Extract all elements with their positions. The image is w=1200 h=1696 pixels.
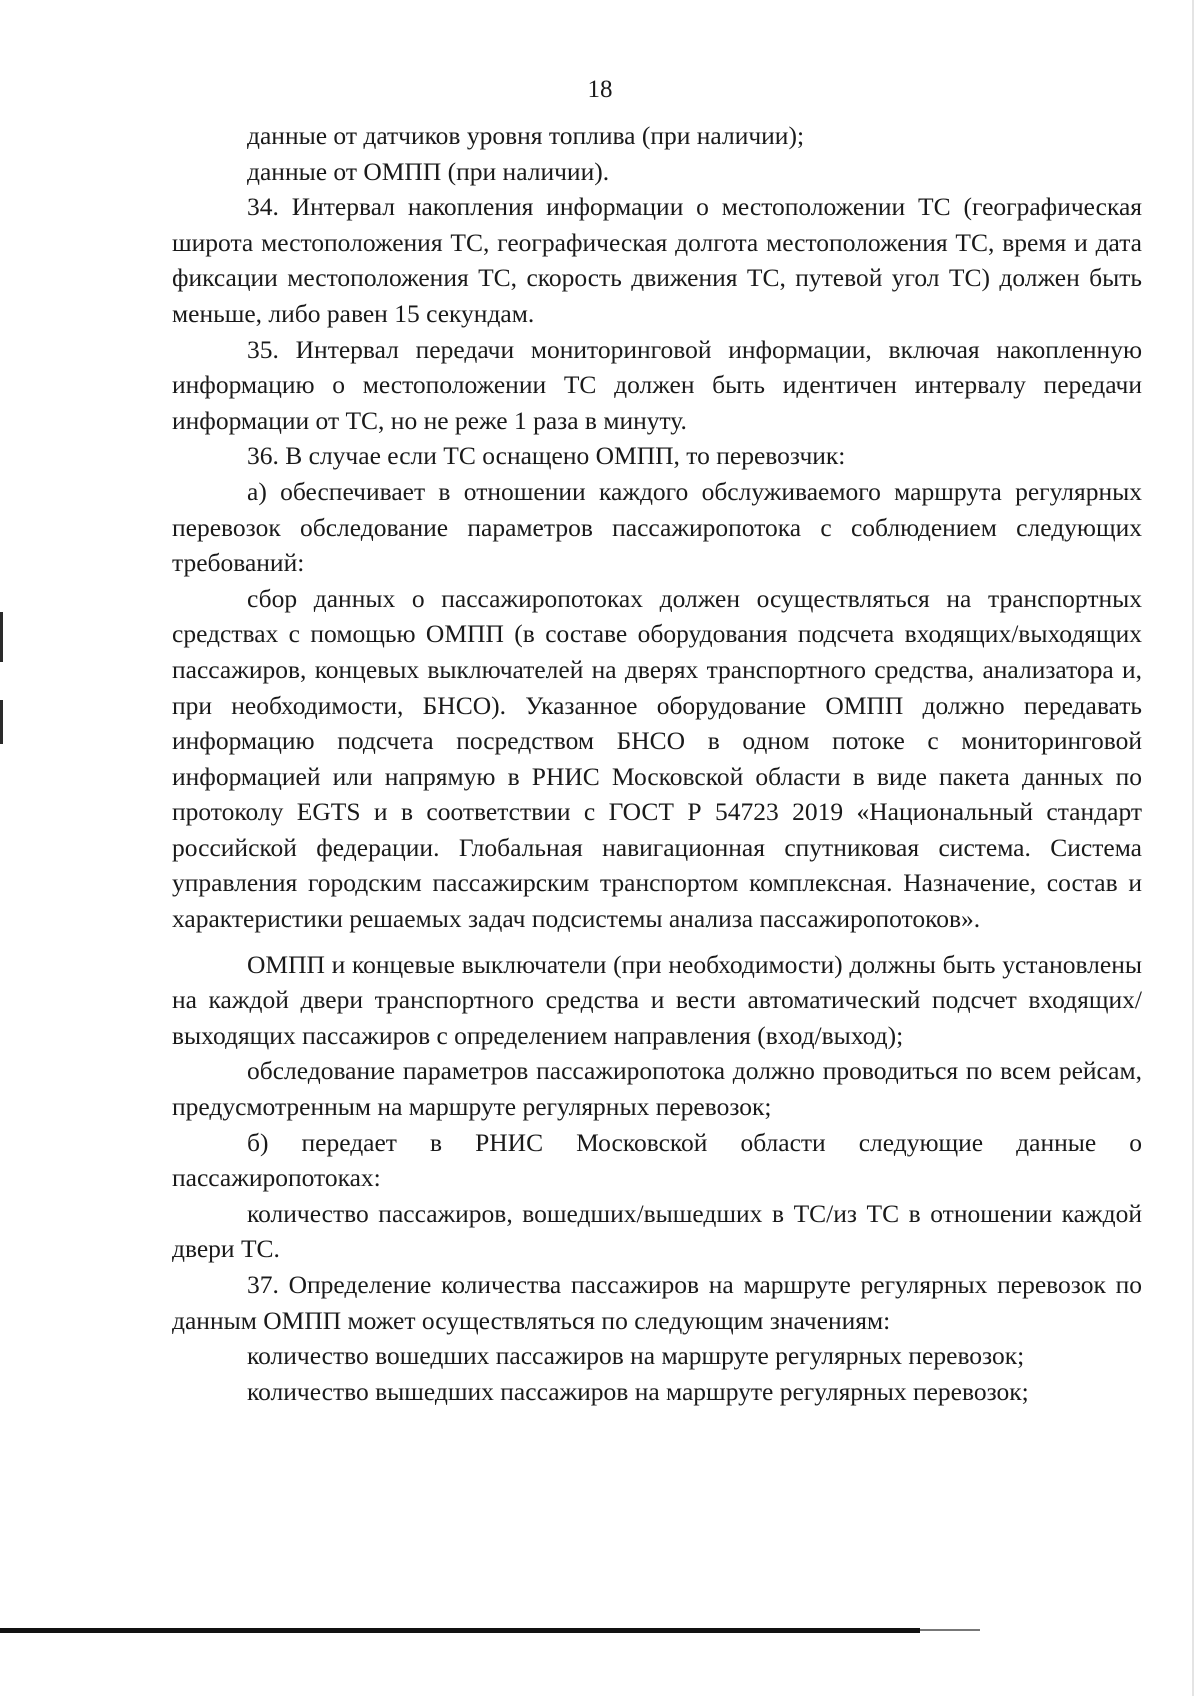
paragraph-alighted-count: количество вышедших пассажиров на маршруте регулярных перевозок; <box>247 1376 1029 1406</box>
scan-edge-mark <box>0 700 3 744</box>
paragraph-item-35: 35. Интервал передачи мониторинговой информации, включая накопленную информацию о местоположении ТС должен быть идентичен интервалу передачи информации от ТС, но не реже 1 раза в минуту. <box>172 334 1142 435</box>
paragraph-item-36-a: а) обеспечивает в отношении каждого обслуживаемого маршрута регулярных перевозок обследование параметров пассажиропотока с соблюдением следующих требований: <box>172 476 1142 578</box>
scan-edge-mark <box>0 612 3 662</box>
scan-bottom-rule <box>0 1628 920 1633</box>
paragraph-door-switches: ОМПП и концевые выключатели (при необходимости) должны быть установлены на каждой двери транспортного средства и вести автоматический подсчет входящих/выходящих пассажиров с определением направления (вход/выход); <box>172 949 1142 1050</box>
paragraph-item-37: 37. Определение количества пассажиров на маршруте регулярных перевозок по данным ОМПП может осуществляться по следующим значениям: <box>172 1270 1142 1335</box>
paragraph-item-36: 36. В случае если ТС оснащено ОМПП, то перевозчик: <box>247 441 846 471</box>
scan-bottom-rule-tail <box>920 1629 980 1631</box>
paragraph-fuel-sensors: данные от датчиков уровня топлива (при наличии); <box>247 121 805 150</box>
paragraph-passenger-count-per-door: количество пассажиров, вошедших/вышедших в ТС/из ТС в отношении каждой двери ТС. <box>172 1198 1142 1264</box>
paragraph-data-collection: сбор данных о пассажиропотоках должен осуществляться на транспортных средствах с помощью ОМПП (в составе оборудования подсчета входящих/выходящих пассажиров, концевых выключателей на дверях транспортного средства, анализатора и, при необходимости, БНСО). Указанное оборудование ОМПП должно передавать информацию подсчета посредством БНСО в одном потоке с мониторинговой информацией или напрямую в РНИС Московской области в виде пакета данных по протоколу EGTS и в соответствии с ГОСТ Р 54723 2019 «Национальный стандарт российской федерации. Глобальная навигационная спутниковая система. Система управления городским пассажирским транспортом комплексная. Назначение, состав и характеристики решаемых задач подсистемы анализа пассажиропотоков». <box>172 583 1142 934</box>
paragraph-item-34: 34. Интервал накопления информации о местоположении ТС (географическая широта местоположения ТС, географическая долгота местоположения ТС, время и дата фиксации местоположения ТС, скорость движения ТС, путевой угол ТС) должен быть меньше, либо равен 15 секундам. <box>172 192 1142 328</box>
paragraph-item-36-b: б) передает в РНИС Московской области следующие данные о пассажиропотоках: <box>172 1127 1142 1193</box>
page-number: 18 <box>587 76 613 103</box>
scan-right-edge <box>1192 0 1194 1696</box>
paragraph-survey-all-trips: обследование параметров пассажиропотока должно проводиться по всем рейсам, предусмотренным на маршруте регулярных перевозок; <box>172 1056 1142 1122</box>
paragraph-boarded-count: количество вошедших пассажиров на маршруте регулярных перевозок; <box>247 1341 1025 1371</box>
document-body <box>172 118 1142 1409</box>
paragraph-ompp-data: данные от ОМПП (при наличии). <box>247 156 610 186</box>
